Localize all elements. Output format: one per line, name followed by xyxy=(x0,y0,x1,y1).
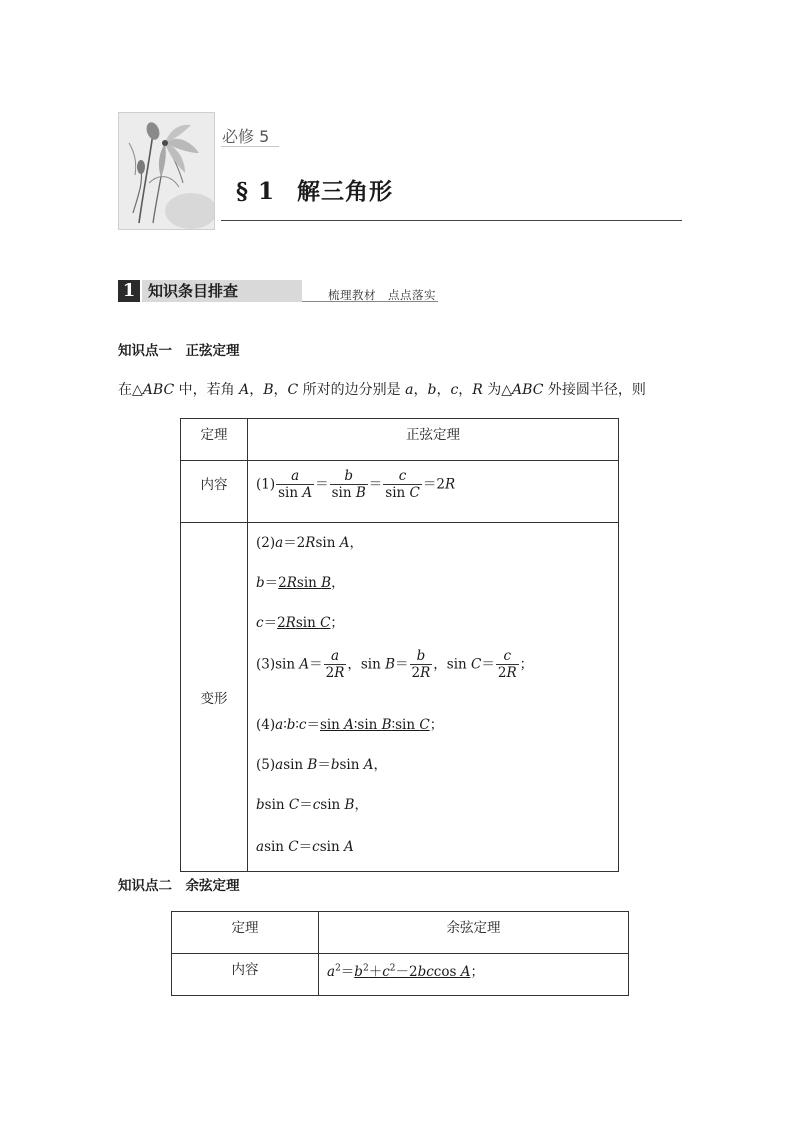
kp1-intro: 在△ABC 中，若角 A，B，C 所对的边分别是 a，b，c，R 为△ABC 外接圆半径，则 xyxy=(118,382,646,398)
table2-header-theorem: 定理 xyxy=(172,912,319,954)
book-label: 必修 5 xyxy=(222,127,270,146)
chapter-illustration xyxy=(118,112,215,230)
variant-line-2c: c＝2Rsin C； xyxy=(256,615,344,631)
row-label-variants: 变形 xyxy=(181,523,248,872)
variant-line-5a: (5)asin B＝bsin A， xyxy=(256,757,387,773)
section-subtitle: 梳理教材 点点落实 xyxy=(328,288,436,302)
variant-line-3: (3)sin A＝ $\frac{a}{2R}$ ，sin B＝ $\frac{b}{2R}$ ，sin C＝ $\frac{c}{2R}$ ； xyxy=(256,648,534,681)
variant-line-2a: (2)a＝2Rsin A， xyxy=(256,535,363,551)
header-rule xyxy=(221,220,682,221)
section-title: 知识条目排查 xyxy=(142,280,302,302)
section-banner xyxy=(118,280,438,302)
chapter-title xyxy=(236,173,393,206)
formula-line-1: (1) $\frac{a}{\text{sin A}}$ ＝ $\frac{b}{\text{sin B}}$ ＝ $\frac{c}{\text{sin C}}$ ＝2R xyxy=(256,468,456,501)
variant-line-5b: bsin C＝csin B， xyxy=(256,797,368,813)
sine-law-table xyxy=(180,418,619,872)
section-number: 1 xyxy=(118,280,140,302)
flower-illustration-icon xyxy=(119,113,214,229)
kp2-heading: 知识点二 余弦定理 xyxy=(118,878,240,894)
variant-line-5c: asin C＝csin A xyxy=(256,839,354,855)
table2-header-cosine-law: 余弦定理 xyxy=(319,912,629,954)
chapter-title-text: 解三角形 xyxy=(297,178,394,205)
table2-row-label-content: 内容 xyxy=(172,954,319,996)
cosine-law-formula xyxy=(319,954,629,996)
cosine-line-1: $a^2=b^2+c^2-2bccos$ A； xyxy=(327,963,484,980)
book-underline xyxy=(221,146,279,147)
kp1-heading: 知识点一 正弦定理 xyxy=(118,343,240,359)
variant-line-2b: b＝2Rsin B， xyxy=(256,575,345,591)
sine-law-formula xyxy=(248,461,619,523)
sine-law-variants xyxy=(248,523,619,872)
row-label-content: 内容 xyxy=(181,461,248,523)
table-header-sine-law: 正弦定理 xyxy=(248,419,619,461)
cosine-law-table xyxy=(171,911,629,996)
section-mark: § 1 xyxy=(236,178,276,205)
table-header-theorem: 定理 xyxy=(181,419,248,461)
variant-line-4: (4)a∶b∶c＝sin A∶sin B∶sin C； xyxy=(256,717,444,733)
